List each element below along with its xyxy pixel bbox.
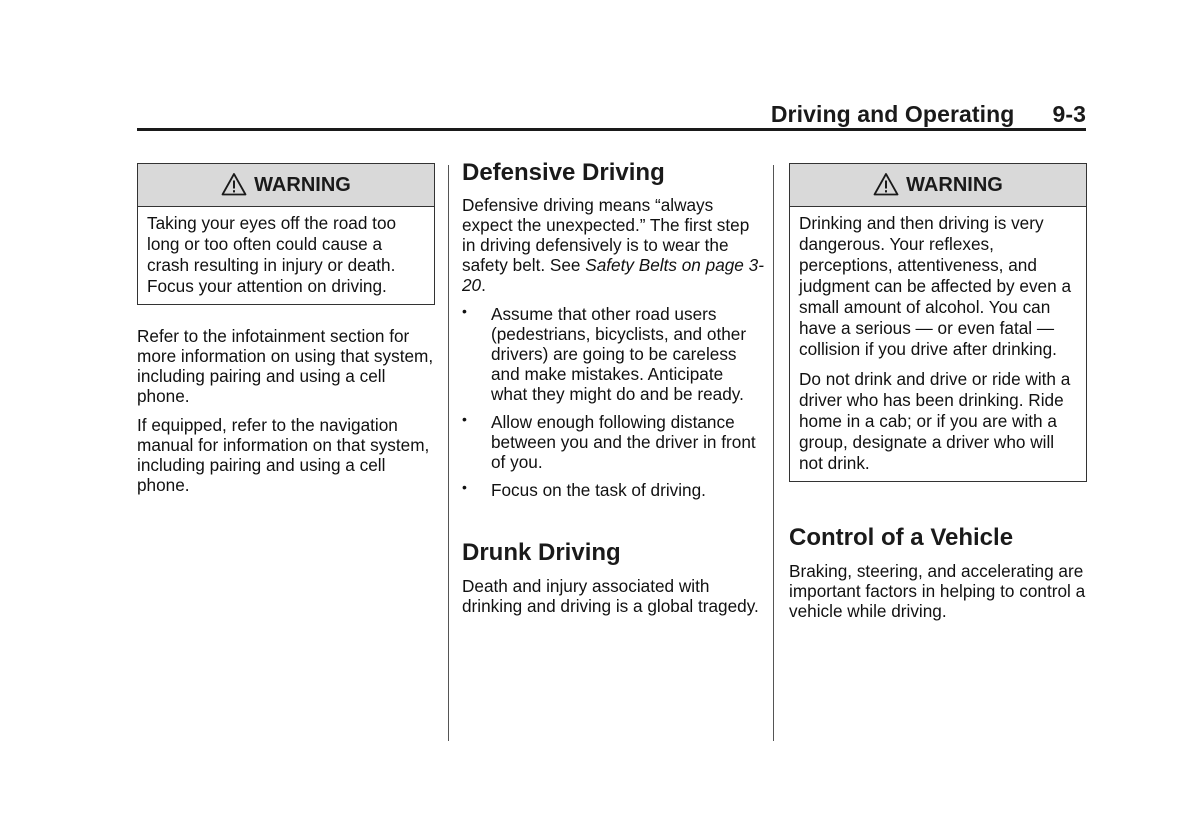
defensive-driving-heading: Defensive Driving — [462, 159, 665, 186]
section-title: Driving and Operating — [770, 101, 1015, 127]
defensive-driving-intro — [462, 195, 764, 295]
list-item — [462, 412, 762, 472]
infotainment-paragraph: Refer to the infotainment section for more information on using that system, including pairing and using a cell phone. — [137, 326, 434, 406]
drunk-driving-heading: Drunk Driving — [462, 539, 621, 566]
warning-triangle-icon — [873, 172, 899, 196]
intro-text: Defensive driving means “always expect the unexpected.” The first step in driving defensively is to wear the safety belt. See — [462, 195, 750, 275]
bullet-dot: • — [462, 303, 467, 319]
warning-label: WARNING — [906, 173, 1003, 196]
bullet-text: Focus on the task of driving. — [491, 480, 706, 500]
warning-text-2: Do not drink and drive or ride with a driver who has been drinking. Ride home in a cab; or if you are with a group, designate a driver who will not drink. — [799, 369, 1071, 473]
warning-text: Taking your eyes off the road too long or too often could cause a crash resulting in injury or death. Focus your attention on driving. — [147, 213, 397, 296]
warning-box-drinking — [789, 163, 1087, 482]
safety-belts-reference: Safety Belts on page 3-20 — [462, 255, 764, 295]
column-divider-left — [448, 165, 449, 741]
warning-triangle-icon — [221, 172, 247, 196]
bullet-dot: • — [462, 411, 467, 427]
bullet-text: Assume that other road users (pedestrians, bicyclists, and other drivers) are going to be careless and make mistakes. Anticipate what they might do and be ready. — [491, 304, 747, 404]
list-item — [462, 480, 762, 500]
defensive-bullet-list — [462, 304, 762, 508]
warning-body — [138, 207, 434, 304]
column-divider-right — [773, 165, 774, 741]
warning-text-1: Drinking and then driving is very dangerous. Your reflexes, perceptions, attentiveness, and judgment can be affected by even a small amount of alcohol. You can have a serious — or even fatal — collision if you drive after drinking. — [799, 213, 1072, 359]
warning-header — [790, 164, 1086, 207]
navigation-paragraph: If equipped, refer to the navigation manual for information on that system, including pairing and using a cell phone. — [137, 415, 430, 495]
warning-label: WARNING — [254, 173, 351, 196]
bullet-dot: • — [462, 479, 467, 495]
control-vehicle-text: Braking, steering, and accelerating are important factors in helping to control a vehicle while driving. — [789, 561, 1086, 621]
page-number: 9-3 — [1052, 101, 1086, 127]
list-item — [462, 304, 762, 404]
warning-body — [790, 207, 1086, 481]
drunk-driving-text: Death and injury associated with drinking and driving is a global tragedy. — [462, 576, 759, 616]
page-header — [640, 101, 1086, 128]
bullet-text: Allow enough following distance between you and the driver in front of you. — [491, 412, 756, 472]
header-rule — [137, 128, 1086, 131]
warning-header — [138, 164, 434, 207]
warning-box-eyes — [137, 163, 435, 305]
intro-end: . — [481, 275, 486, 295]
control-vehicle-heading: Control of a Vehicle — [789, 524, 1014, 551]
